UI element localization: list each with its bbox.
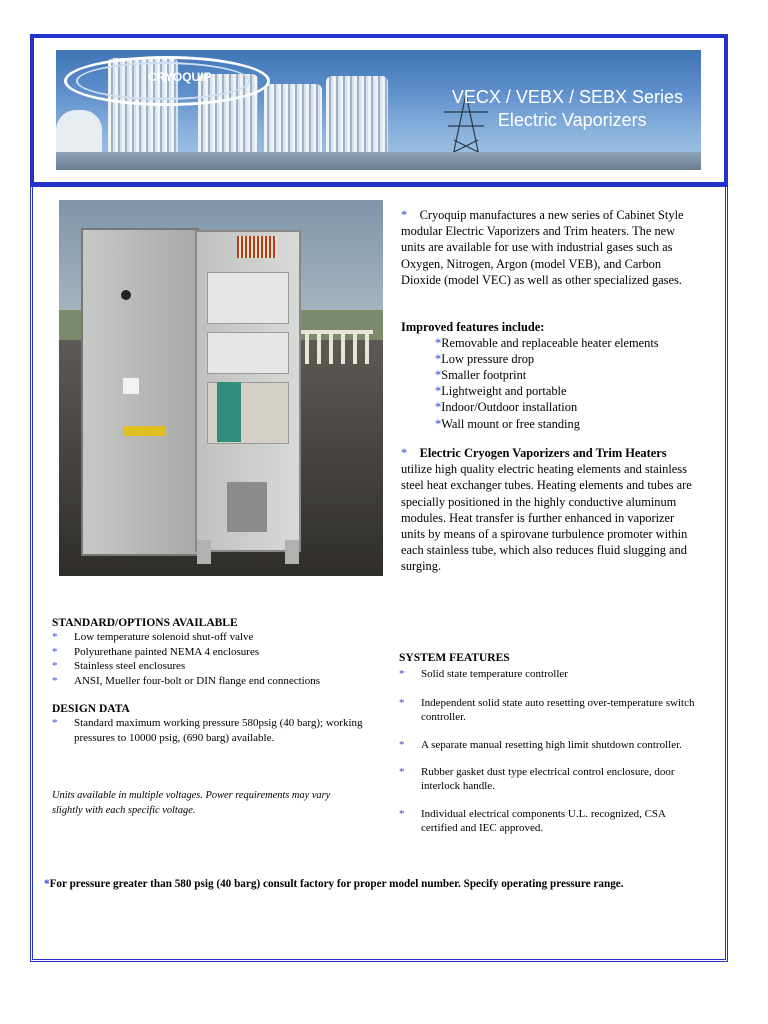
list-item: *Low pressure drop [435,352,535,367]
photo-railing [293,330,373,364]
header-banner [56,50,701,170]
list-item: * Individual electrical components U.L. recognized, CSA certified and IEC approved. [399,807,666,835]
footnote-text: For pressure greater than 580 psig (40 barg) consult factory for proper model number. Specify operating pressure range. [49,878,624,890]
system-heading: SYSTEM FEATURES [399,652,510,664]
bullet-star: * [401,446,408,460]
terminal-block [217,382,241,442]
warning-label [123,426,165,436]
cabinet-door [81,228,199,556]
list-item: * Stainless steel enclosures [52,660,186,673]
heaters-paragraph [401,445,693,575]
banner-title [452,86,683,132]
intro-text: Cryoquip manufactures a new series of Cabinet Style modular Electric Vaporizers and Trim heaters. The new units are available for use with industrial gases such as Oxygen, Nitrogen, Argon (model VEB), and Carbon Dioxide (model VEC) as well as other specialized gases. [401,208,684,287]
list-item: * Independent solid state auto resetting over-temperature switch controller. [399,696,695,724]
intro-paragraph [401,207,693,288]
list-item: * ANSI, Mueller four-bolt or DIN flange end connections [52,674,320,687]
list-item: *Removable and replaceable heater elements [435,336,659,351]
list-item: *Indoor/Outdoor installation [435,400,578,415]
design-heading: DESIGN DATA [52,703,130,715]
breaker-panel [207,332,289,374]
footnote: *For pressure greater than 580 psig (40 barg) consult factory for proper model number. Specify operating pressure range. [44,878,624,890]
system-list [399,667,699,835]
design-data [52,702,382,745]
cabinet-interior [195,230,301,552]
voltage-note: Units available in multiple voltages. Power requirements may vary slightly with each specific voltage. [52,790,331,817]
heaters-lead: Electric Cryogen Vaporizers and Trim Heaters [419,446,667,460]
list-item: * Solid state temperature controller [399,668,568,681]
header-divider [31,184,727,187]
improved-features [401,319,701,432]
improved-heading: Improved features include: [401,320,545,334]
list-item: *Lightweight and portable [435,384,567,399]
bullet-star: * [401,208,408,222]
standard-options [52,616,382,688]
cabinet-legs [189,540,309,564]
heaters-text: utilize high quality electric heating elements and stainless steel heat exchanger tubes. Heating elements and tubes are specially positioned in the highly conductive aluminum modules. Heat transfer is further enhanced in vaporizer units by means of a spirovane turbulence promoter within each stainless tube, which also reduces fluid slugging and surging. [401,462,692,574]
standard-heading: STANDARD/OPTIONS AVAILABLE [52,617,238,629]
list-item: * Standard maximum working pressure 580psig (40 barg); working pressures to 10000 psig, (690 barg) available. [52,717,363,744]
list-item: *Wall mount or free standing [435,416,580,431]
list-item: * A separate manual resetting high limit shutdown controller. [399,738,682,751]
heater-coil [237,236,277,258]
banner-ground [56,152,701,170]
list-item: *Smaller footprint [435,368,527,383]
standard-list [52,630,382,688]
list-item: * Polyurethane painted NEMA 4 enclosures [52,645,260,658]
contactor-panel [207,272,289,324]
door-sticker [123,378,139,394]
company-logo: CRYOQUIP [148,70,212,84]
list-item: * Rubber gasket dust type electrical control enclosure, door interlock handle. [399,766,675,793]
banner-title-line2: Electric Vaporizers [497,110,647,130]
system-features [399,651,699,849]
heat-exchanger-module [227,482,267,532]
improved-list [401,335,701,432]
list-item: * Low temperature solenoid shut-off valve [52,631,254,644]
design-list [52,716,382,745]
door-latch [121,290,131,300]
product-photo [59,200,383,576]
banner-title-line1: VECX / VEBX / SEBX Series [451,87,683,107]
